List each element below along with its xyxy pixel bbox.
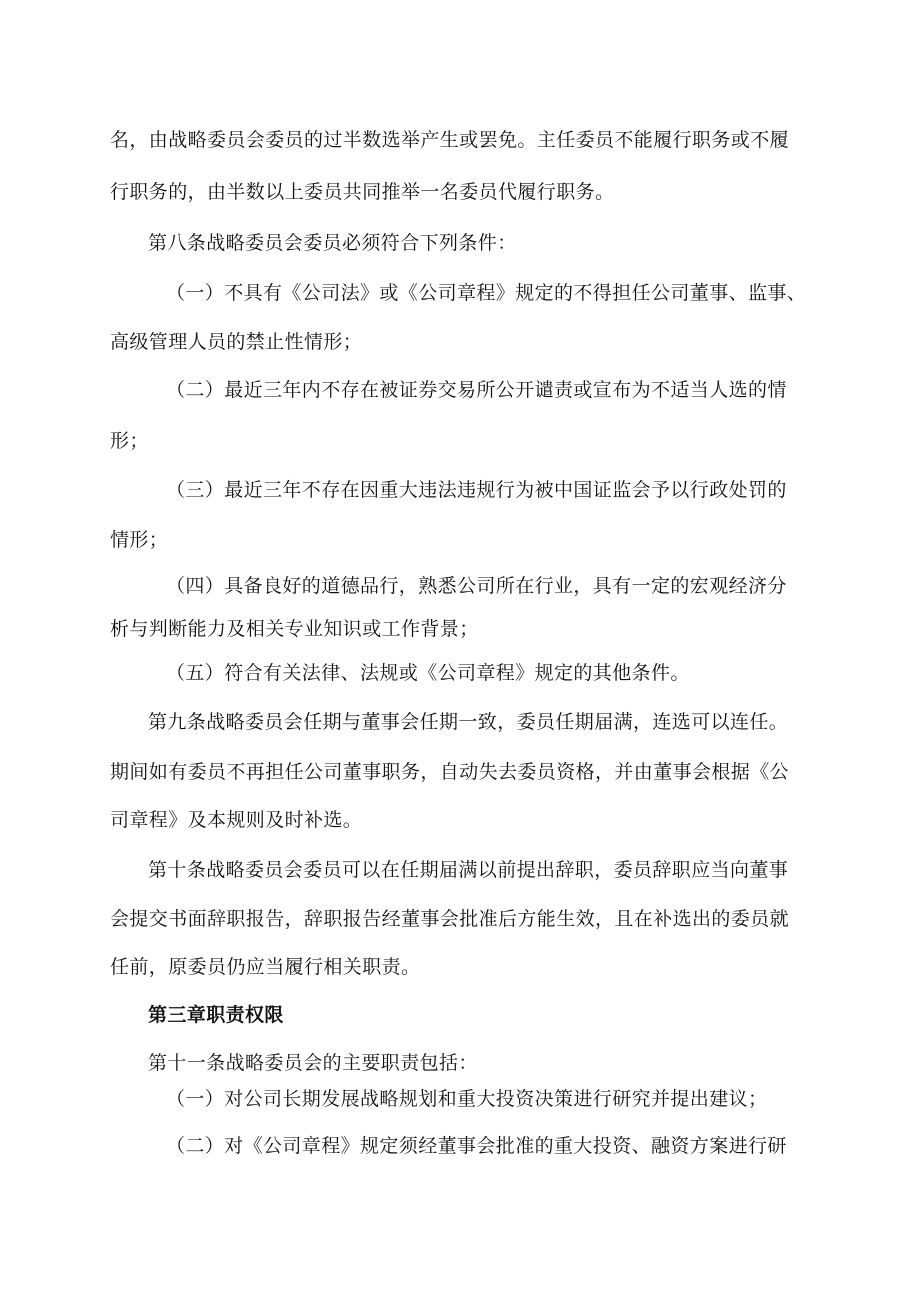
- text-line: 析与判断能力及相关专业知识或工作背景；: [110, 618, 479, 640]
- list-item: （四）具备良好的道德品行，熟悉公司所在行业，具有一定的宏观经济分: [166, 575, 787, 597]
- chapter-heading: 第三章职责权限: [148, 1004, 284, 1026]
- list-item: （二）最近三年内不存在被证券交易所公开谴责或宣布为不适当人选的情: [166, 379, 787, 401]
- list-item: （三）最近三年不存在因重大违法违规行为被中国证监会予以行政处罚的: [166, 479, 787, 501]
- text-line: 司章程》及本规则及时补选。: [110, 809, 363, 831]
- text-line: 期间如有委员不再担任公司董事职务，自动失去委员资格，并由董事会根据《公: [110, 761, 790, 783]
- text-line: 会提交书面辞职报告，辞职报告经董事会批准后方能生效，且在补选出的委员就: [110, 908, 790, 930]
- text-line: 名，由战略委员会委员的过半数选举产生或罢免。主任委员不能履行职务或不履: [110, 129, 790, 151]
- text-line: 形；: [110, 430, 149, 452]
- article-heading: 第十条战略委员会委员可以在任期届满以前提出辞职，委员辞职应当向董事: [148, 859, 789, 881]
- text-line: 行职务的，由半数以上委员共同推举一名委员代履行职务。: [110, 181, 615, 203]
- text-line: 情形；: [110, 529, 169, 551]
- list-item: （一）不具有《公司法》或《公司章程》规定的不得担任公司董事、监事、: [166, 282, 807, 304]
- list-item: （一）对公司长期发展战略规划和重大投资决策进行研究并提出建议；: [166, 1088, 768, 1110]
- list-item: （五）符合有关法律、法规或《公司章程》规定的其他条件。: [166, 662, 690, 684]
- article-heading: 第八条战略委员会委员必须符合下列条件：: [148, 232, 517, 254]
- article-heading: 第九条战略委员会任期与董事会任期一致，委员任期届满，连选可以连任。: [148, 711, 789, 733]
- list-item: （二）对《公司章程》规定须经董事会批准的重大投资、融资方案进行研: [166, 1135, 787, 1157]
- text-line: 任前，原委员仍应当履行相关职责。: [110, 956, 421, 978]
- text-line: 高级管理人员的禁止性情形；: [110, 331, 363, 353]
- article-heading: 第十一条战略委员会的主要职责包括：: [148, 1052, 478, 1074]
